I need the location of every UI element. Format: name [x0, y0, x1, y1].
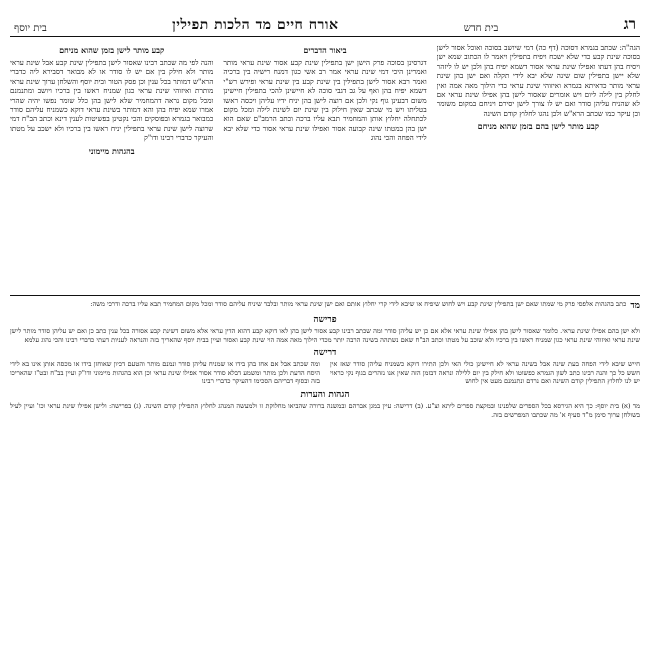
reference-mark: מד	[630, 301, 640, 311]
right-column-text: הגה"ה: שכתב בגמרא דסוכה (דף כה) דמי שיושב בסוכה ואוכל אסור לישן בסוכה שינת קבע כדי שלא ישכח ויפיח בתפילין ויאמר לו הכתוב שמא ישן ויסיח בהן דעתו ואפילו שינת עראי אסור דשמא יפיח בהן ולכן יש לו ליזהר שלא יישן בתפילין שום שינה שלא יבא לידי תקלה ואם ישן בהן שינת עראי מותר כדאיתא בגמרא ואיזוהי שינת עראי כדי הילוך מאה אמה ואין לחלק בין לילה ליום ויש אומרים שאסור לישן בהן אפילו שינת עראי אם לא שהניח עליהן סודר ואם יש לו צורך לישן יסירם ויניחם במקום משומר וכן עיקר כמו שכתב הרא"ש ולכן נהגו לחלוץ קודם השינה	[436, 43, 640, 118]
reference-text: כתב בהגהות אלפסי פרק מי שמתו שאם ישן בתפילין שינת קבע ויש לחוש שיפיח או שיבא לידי קרי יחלוץ אותם ואם ישן שינת עראי מותר ובלבד שיניח עליהם סודר ומכל מקום המחמיר תבא עליו ברכה ודרכי משה:	[90, 300, 627, 308]
divider	[10, 295, 640, 296]
main-commentary	[10, 43, 640, 289]
page-number: רג	[623, 15, 636, 33]
derisha-columns	[10, 360, 640, 386]
left-column-text: והנה לפי מה שכתב רבינו שאסור לישן בתפילין שינת קבע אבל שינת עראי מותר ולא חילק בין אם יש לו סודר או לא מבואר דסבירא ליה כדברי הרא"ש דמותר בכל ענין וכן פסק הטור ובית יוסף והשלחן ערוך שינת עראי מותרת ואיזוהי שינת עראי כגון שמניח ראשו בין ברכיו ויושב ומתנמנם ומכל מקום נראה דהמחמיר שלא לישן בהן כלל שומר נפשו יהיה שהרי אמרו שמא יפיח בהן והא דמותר בשינת עראי דוקא כשמניח עליהם סודר כמבואר בגמרא ובפוסקים והכי נקטינן בפשיטות לענין דינא וכתב הב"ח דמי שרוצה לישן שינת עראי בתפילין יניח ראשו בין ברכיו ולא ישכב על מטתו והעיקר כדברי רבינו ודו"ק	[10, 58, 214, 143]
left-column-subheading: בהגהות מיימוני	[88, 145, 135, 156]
section-title-derisha: דרישה	[313, 348, 337, 359]
header-left-label: בית חדש	[463, 23, 499, 34]
derisha-right-text: חייש שיבא לידי הפחה בעת שינה אבל בשינה עראי לא חיישינן כולי האי ולכן התירו דוקא כשמניח עליהן סודר שאז אין חשש כל כך והנה רבינו כתב לשון הגמרא כפשוטו ולא חילק בין יום ללילה ונראה דבזמן הזה שאין אנו נזהרים בגוף נקי כראוי יש לנו לחלוץ התפילין קודם השינה ואם נרדם ונתנמנם מעט אין לחוש	[330, 360, 640, 386]
section-text-notes: מד (א) בית יוסף: כך היא הגירסא בכל הספרים שלפנינו ובמקצת ספרים ליתא וצ"ע. (ב) דרישה: עיין במגן אברהם ובמשנה ברורה שהביאו מחלוקת זו ולמעשה המנהג לחלוץ התפילין קודם השינה. (ג) בפרישה: ולישן אפילו שינת עראי וכו' ועיין לעיל בשולחן ערוך סימן מ"ד סעיף א' מה שכתבו המפרשים בזה.	[10, 401, 640, 419]
derisha-right-column	[330, 360, 640, 386]
left-column-heading: קבע מותר לישן בזמן שהוא מניחם	[59, 45, 165, 55]
page-title: אורח חיים מד הלכות תפילין	[172, 17, 339, 33]
derisha-left-column	[10, 360, 320, 386]
section-text-perisha: ולא ישן בהם אפילו שינת עראי. כלומר שאסור לישן בהן אפילו שינת עראי אלא אם כן יש עליהן סודר ומה שכתב רבינו קבע אסור לישן בהן לאו דוקא קבע דהוא הדין עראי אלא משום דשינת קבע אסורה בכל ענין כתב כן ואם יש עליהן סודר מותר לישן שינת עראי ואיזוהי שינת עראי כגון שמניח ראשו בין ברכיו ולא שוכב על מטתו וכתב הב"ח שאם נשתהה בשינה הרבה יותר מכדי הילוך מאה אמה הוי שינת קבע ואסור ועיין בבית יוסף שהאריך בזה והנראה לעניות דעתי כדברי רבינו והכי נהוג עלמא	[10, 327, 640, 344]
left-column	[10, 43, 213, 289]
middle-column-text: דגרסינן בסוכה פרק הישן ישן בתפילין שינת קבע אסור שינת עראי מותר ואמרינן היכי דמי שינת עראי אמר רב אשי כגון דמנח רישיה בין ברכיה ואמר רבא אסור לישן בתפילין בין שינת קבע בין שינת עראי ופירש רש"י דשמא יפיח בהן ואף על גב דגבי סוכה לא חיישינן להכי בתפילין חיישינן משום דבעינן גוף נקי ולכן אם רוצה לישן בהן יניח ידיו עליהן ויכסה ראשו בטליתו ויש מי שכתב שאין חילוק בין שינת יום לשינת לילה ומכל מקום לכתחלה יחלוץ אותן והמחמיר תבא עליו ברכה וכתב הרמב"ם שאם הוא ישן בהן במטתו שינה קבועה אסור ואפילו שינת עראי אסור כדי שלא יבא לידי הפחה והכי נהוג	[223, 58, 427, 143]
section-title-perisha: פרישה	[313, 315, 337, 325]
header-right-label: בית יוסף	[14, 23, 47, 34]
middle-column-heading: ביאור הדברים	[303, 45, 347, 55]
right-column-subheading: קבע מותר לישן בהם בזמן שהוא מניחם	[477, 121, 600, 132]
derisha-left-text: ומה שכתב אבל אם אחז בהן בידו או שמניח עליהן סודר ונמנם מותר והטעם דכיון שאוחזן בידו או מכסה אותן אינו בא לידי היסח הדעת ולכן מותר ומשמע דבלא סודר אסור אפילו שינת עראי וכן הוא בהגהות מיימוני ודו"ק ועיין בב"ח ובט"ז שהאריכו בזה ובסוף דבריהם הסכימו דהעיקר כדברי רבינו	[10, 360, 320, 386]
section-title-notes: הגהות והערות	[300, 389, 350, 400]
page-header	[10, 12, 640, 37]
middle-column	[223, 43, 426, 289]
right-column	[437, 43, 640, 289]
reference-block	[10, 300, 640, 311]
